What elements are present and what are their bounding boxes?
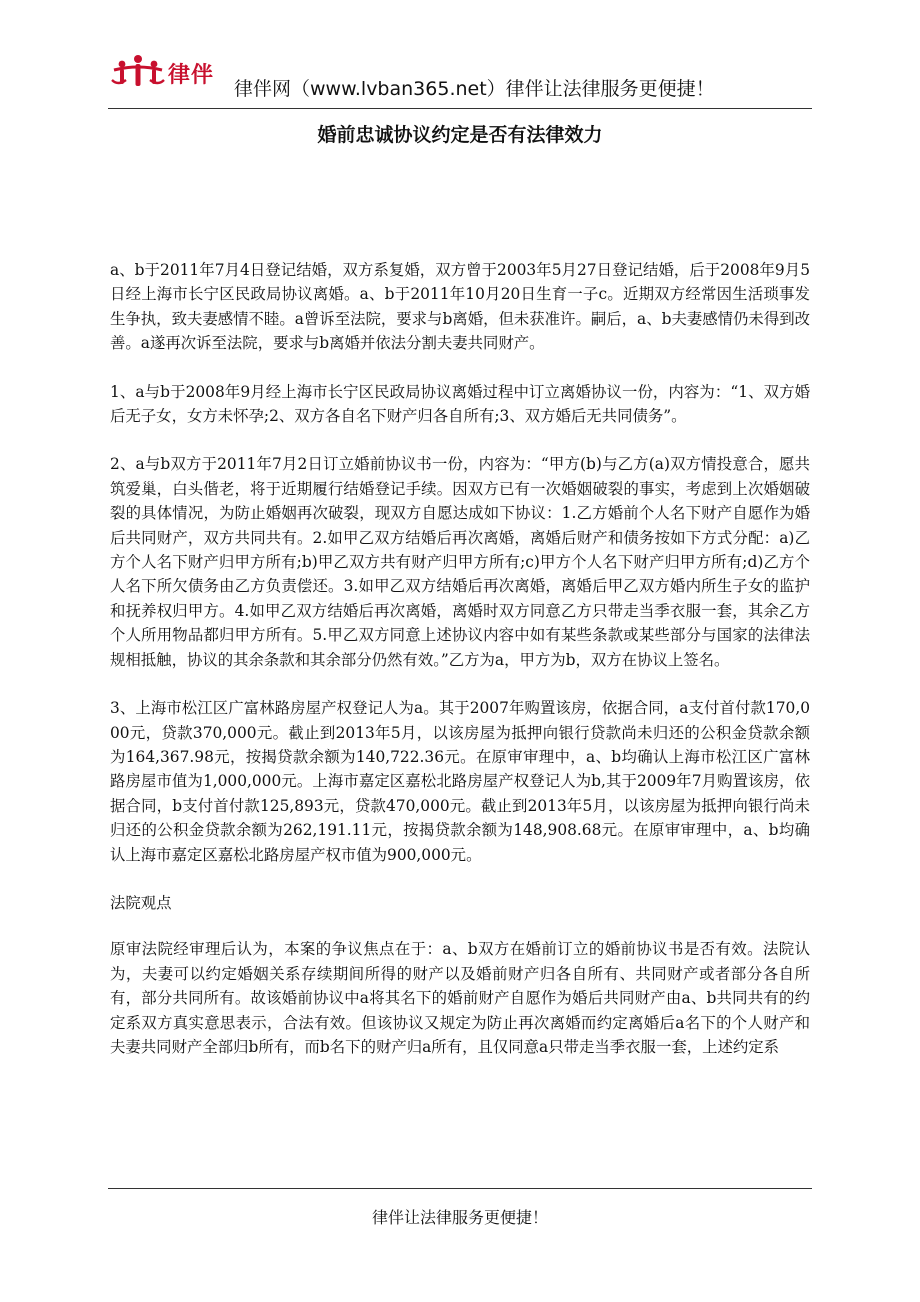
paragraph-fact-2: 2、a与b双方于2011年7月2日订立婚前协议书一份，内容为：“甲方(b)与乙方(a)双方情投意合，愿共筑爱巢，白头偕老，将于近期履行结婚登记手续。因双方已有一次婚姻破裂的事实，考虑到上次婚姻破裂的具体情况，为防止婚姻再次破裂，现双方自愿达成如下协议：1.乙方婚前个人名下财产自愿作为婚后共同财产，双方共同共有。2.如甲乙双方结婚后再次离婚，离婚后财产和债务按如下方式分配：a)乙方个人名下财产归甲方所有;b)甲乙双方共有财产归甲方所有;c)甲方个人名下财产归甲方所有;d)乙方个人名下所欠债务由乙方负责偿还。3.如甲乙双方结婚后再次离婚，离婚后甲乙双方婚内所生子女的监护和抚养权归甲方。4.如甲乙双方结婚后再次离婚，离婚时双方同意乙方只带走当季衣服一套，其余乙方个人所用物品都归甲方所有。5.甲乙双方同意上述协议内容中如有某些条款或某些部分与国家的法律法规相抵触，协议的其余条款和其余部分仍然有效。”乙方为a，甲方为b，双方在协议上签名。 — [110, 455, 810, 669]
section-heading-court-view: 法院观点 — [110, 893, 172, 912]
page-footer: 律伴让法律服务更便捷！ — [371, 1208, 548, 1227]
paragraph-fact-1: 1、a与b于2008年9月经上海市长宁区民政局协议离婚过程中订立离婚协议一份，内容为：“1、双方婚后无子女，女方未怀孕;2、双方各自名下财产归各自所有;3、双方婚后无共同债务”。 — [110, 382, 810, 426]
paragraph-fact-3: 3、上海市松江区广富林路房屋产权登记人为a。其于2007年购置该房，依据合同，a支付首付款170,000元，贷款370,000元。截止到2013年5月，以该房屋为抵押向银行贷款尚未归还的公积金贷款余额为164,367.98元，按揭贷款余额为140,722.36元。在原审审理中，a、b均确认上海市松江区广富林路房屋市值为1,000,000元。上海市嘉定区嘉松北路房屋产权登记人为b,其于2009年7月购置该房，依据合同，b支付首付款125,893元，贷款470,000元。截止到2013年5月，以该房屋为抵押向银行尚未归还的公积金贷款余额为262,191.11元，按揭贷款余额为148,908.68元。在原审审理中，a、b均确认上海市嘉定区嘉松北路房屋产权市值为900,000元。 — [110, 699, 810, 864]
footer-divider — [108, 1188, 812, 1189]
paragraph-case-facts: a、b于2011年7月4日登记结婚，双方系复婚，双方曾于2003年5月27日登记结婚，后于2008年9月5日经上海市长宁区民政局协议离婚。a、b于2011年10月20日生育一子c。近期双方经常因生活琐事发生争执，致夫妻感情不睦。a曾诉至法院，要求与b离婚，但未获准许。嗣后，a、b夫妻感情仍未得到改善。a遂再次诉至法院，要求与b离婚并依法分割夫妻共同财产。 — [110, 261, 810, 353]
article-body — [110, 258, 810, 1083]
header-divider — [108, 108, 812, 109]
brand-logo[interactable] — [110, 52, 230, 92]
header-tagline[interactable]: 律伴网（www.lvban365.net）律伴让法律服务更便捷！ — [234, 78, 715, 100]
paragraph-court-opinion: 原审法院经审理后认为，本案的争议焦点在于：a、b双方在婚前订立的婚前协议书是否有效。法院认为，夫妻可以约定婚姻关系存续期间所得的财产以及婚前财产归各自所有、共同财产或者部分各自所有，部分共同所有。故该婚前协议中a将其名下的婚前财产自愿作为婚后共同财产由a、b共同共有的约定系双方真实意思表示，合法有效。但该协议又规定为防止再次离婚而约定离婚后a名下的个人财产和夫妻共同财产全部归b所有，而b名下的财产归a所有，且仅同意a只带走当季衣服一套，上述约定系 — [110, 940, 810, 1056]
page-title: 婚前忠诚协议约定是否有法律效力 — [317, 124, 603, 146]
logo-text: 律伴 — [168, 63, 215, 88]
scales-people-icon — [110, 54, 166, 88]
page-header — [110, 52, 810, 102]
